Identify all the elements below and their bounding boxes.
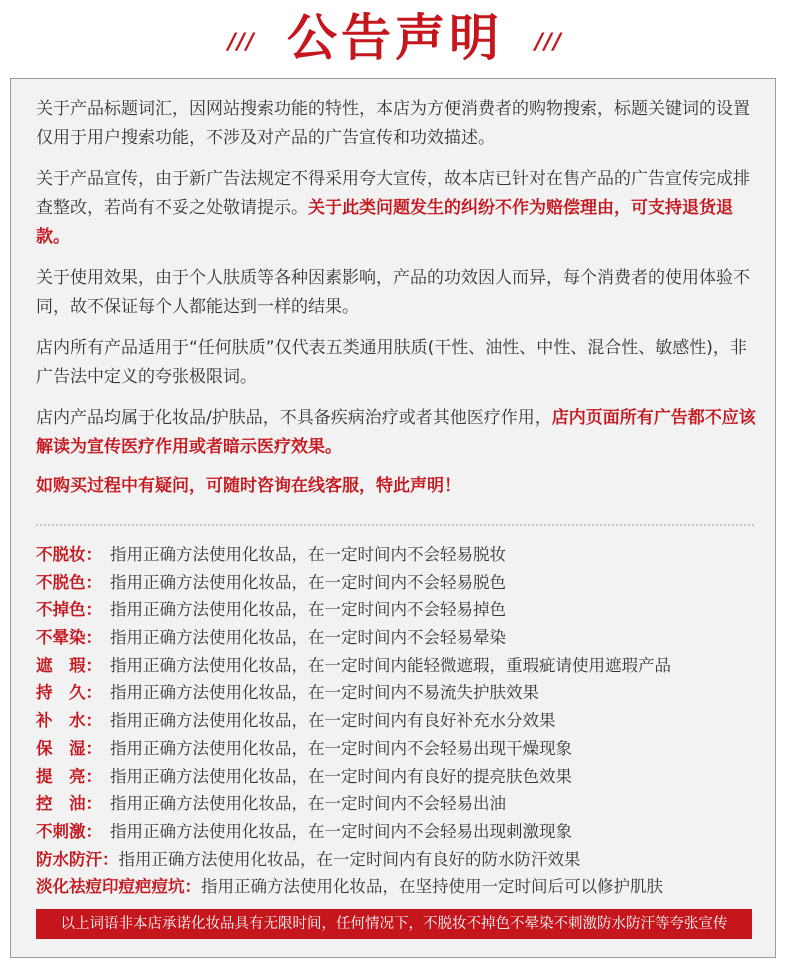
- header: [0, 0, 790, 76]
- customer-service-notice: 如购买过程中有疑问，可随时咨询在线客服，特此声明！: [36, 476, 461, 496]
- term-row: [36, 541, 771, 569]
- term-name: 不刺激：: [36, 821, 102, 841]
- term-description: 指用正确方法使用化妆品，在一定时间内不会轻易脱色: [110, 572, 506, 592]
- term-row: [36, 596, 771, 624]
- term-description: 指用正确方法使用化妆品，在一定时间内有良好的提亮肤色效果: [110, 766, 572, 786]
- paragraph-text: 店内产品均属于化妆品/护肤品，不具备疾病治疗或者其他医疗作用，: [36, 408, 552, 428]
- paragraph-effect: [36, 264, 760, 322]
- term-description: 指用正确方法使用化妆品，在一定时间内有良好补充水分效果: [110, 711, 556, 731]
- paragraph-search-keywords: [36, 95, 760, 153]
- term-description: 指用正确方法使用化妆品，在一定时间内有良好的防水防汗效果: [118, 849, 581, 869]
- term-name: 提 亮：: [36, 766, 102, 786]
- term-description: 指用正确方法使用化妆品，在一定时间内不会轻易出现干燥现象: [110, 738, 572, 758]
- decor-slashes-left: ///: [227, 29, 255, 55]
- paragraph-list: [36, 95, 760, 501]
- term-description: 指用正确方法使用化妆品，在一定时间内不会轻易出油: [110, 794, 506, 814]
- term-definition-list: [36, 541, 771, 901]
- paragraph-advertising: [36, 165, 760, 252]
- paragraph-text: 关于使用效果，由于个人肤质等各种因素影响，产品的功效因人而异，每个消费者的使用体验不同，故不保证每个人都能达到一样的结果。: [36, 268, 750, 317]
- term-name: 淡化祛痘印痘疤痘坑：: [36, 877, 201, 897]
- term-row: [36, 818, 771, 846]
- term-row: [36, 569, 771, 597]
- term-description: 指用正确方法使用化妆品，在一定时间内不会轻易掉色: [110, 600, 506, 620]
- paragraph-text: 关于产品宣传，由于新广告法规定不得采用夸大宣传，故本店已针对在售产品的广告宣传完成排查整改，若尚有不妥之处敬请提示。: [36, 169, 750, 218]
- term-name: 不晕染：: [36, 628, 102, 648]
- term-name: 保 湿：: [36, 738, 102, 758]
- term-name: 不脱色：: [36, 572, 102, 592]
- term-description: 指用正确方法使用化妆品，在一定时间内不易流失护肤效果: [110, 683, 539, 703]
- decor-slashes-right: ///: [535, 29, 563, 55]
- announcement-panel: [10, 78, 776, 958]
- term-row: [36, 846, 771, 874]
- term-row: [36, 735, 771, 763]
- disclaimer-banner: 以上词语非本店承诺化妆品具有无限时间，任何情况下，不脱妆不掉色不晕染不刺激防水防汗等夸张宣传: [36, 909, 752, 939]
- term-name: 补 水：: [36, 711, 102, 731]
- term-name: 防水防汗：: [36, 849, 119, 869]
- paragraph-highlight: 关于此类问题发生的纠纷不作为赔偿理由，可支持退货退款。: [36, 198, 733, 247]
- term-description: 指用正确方法使用化妆品，在一定时间内不会轻易脱妆: [110, 545, 506, 564]
- paragraph-skin-type: [36, 334, 760, 392]
- term-name: 遮 瑕：: [36, 655, 102, 675]
- term-row: [36, 763, 771, 791]
- term-name: 控 油：: [36, 794, 102, 814]
- term-row: [36, 652, 771, 680]
- term-description: 指用正确方法使用化妆品，在一定时间内能轻微遮瑕，重瑕疵请使用遮瑕产品: [110, 655, 671, 675]
- term-name: 持 久：: [36, 683, 102, 703]
- term-row: [36, 624, 771, 652]
- paragraph-medical: [36, 404, 760, 462]
- page-title: 公告声明: [287, 9, 503, 67]
- term-description: 指用正确方法使用化妆品，在坚持使用一定时间后可以修护肌肤: [201, 877, 663, 897]
- paragraph-text: 关于产品标题词汇，因网站搜索功能的特性，本店为方便消费者的购物搜索，标题关键词的设置仅用于用户搜索功能，不涉及对产品的广告宣传和功效描述。: [36, 99, 750, 148]
- term-row: [36, 707, 771, 735]
- term-name: 不脱妆：: [36, 545, 102, 564]
- term-row: [36, 679, 771, 707]
- paragraph-highlight: 店内页面所有广告都不应该解读为宣传医疗作用或者暗示医疗效果。: [36, 408, 756, 457]
- term-row: [36, 790, 771, 818]
- term-description: 指用正确方法使用化妆品，在一定时间内不会轻易出现刺激现象: [110, 821, 572, 841]
- paragraph-text: 店内所有产品适用于“任何肤质”仅代表五类通用肤质(干性、油性、中性、混合性、敏感性)，非广告法中定义的夸张极限词。: [36, 338, 747, 387]
- term-row: [36, 873, 771, 901]
- dotted-divider: [36, 524, 754, 526]
- term-name: 不掉色：: [36, 600, 102, 620]
- term-description: 指用正确方法使用化妆品，在一定时间内不会轻易晕染: [110, 628, 506, 648]
